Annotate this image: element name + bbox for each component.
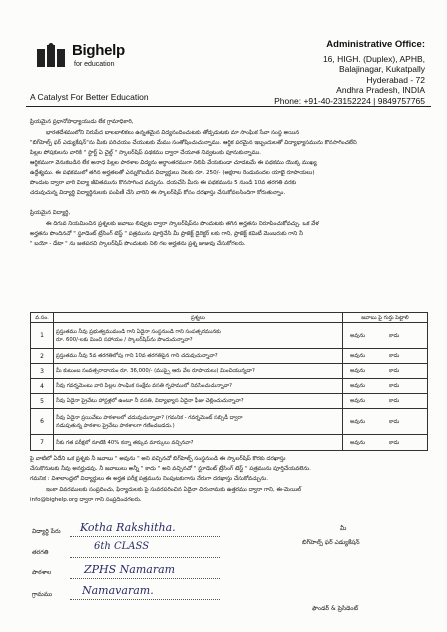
office-phone: Phone: +91-40-23152224 | 9849757765 (274, 95, 425, 106)
village-line (70, 599, 220, 600)
eligibility-table (30, 312, 428, 451)
class-label: తరగతి (32, 549, 49, 556)
class-line (70, 557, 220, 558)
answer-cell[interactable] (343, 364, 428, 379)
office-line: Hyderabad - 72 (366, 74, 425, 85)
answer-cell[interactable] (343, 409, 428, 435)
office-address (274, 40, 425, 106)
brand-tagline: A Catalyst For Better Education (30, 92, 149, 102)
answer-yes[interactable]: అవును (350, 439, 366, 446)
row-number: 1 (31, 323, 54, 349)
letter1-line: "బిగ్‌హెల్ప్ ఫర్ ఎడ్యుకేషన్"ను మీకు పరిచయం చేయుటకు మేము సంతోషించుచున్నాము. ఆర్థిక పరమైన ఇబ్బందులతో విద్యాభ్యాసమును కొనసాగించలేని (30, 140, 357, 146)
answer-no[interactable]: కాదు (389, 383, 400, 389)
answer-yes[interactable]: అవును (350, 398, 366, 404)
footer-line: info@bighelp.org ద్వారా గాని సంప్రదించగలరు. (30, 497, 142, 503)
question-text: నడుపుతున్న పాఠశాల ప్రైవేటు పాఠశాలగా గణించబడదు.) (56, 422, 175, 429)
question-cell (54, 379, 343, 394)
letter2-greeting: ప్రియమైన విద్యార్థి, (30, 210, 71, 216)
office-line: Balajinagar, Kukatpally (338, 64, 425, 74)
letter1-line: ఉద్దేశ్యము. ఈ పథకములో తగిన అర్హతలతో ఎన్నుకొబడిన విద్యార్థులు నెలకు రూ. 250/- (అక్షరాల రెండువందల యాభై రూపాయలు) (30, 170, 315, 176)
office-title: Administrative Office: (326, 39, 425, 50)
row-number: 3 (31, 364, 54, 379)
answer-yes[interactable]: అవును (350, 383, 366, 389)
class-field[interactable]: 6th CLASS (94, 541, 150, 552)
letter2-line: ఈ దిగువ నియమించిన ప్రశ్నలకు జవాబు లివ్వుట ద్వారా స్కాలర్‌షిప్‌ను పొందుటకు తగిన అర్హతను నిరూపించుకోవచ్చు. ఒక వేళ (46, 221, 319, 227)
village-field[interactable]: Namavaram. (82, 584, 154, 597)
letter2-line: అర్హతను పొందినచో " స్టూడెంట్ ట్రేసింగ్ టెస్ట్ " పత్రమును పూర్తిచేసి మీ ప్రాజెక్ట్ డైరెక్టర్ లకు గాని, ప్రాజెక్ట్ కమిటీ మెంబరుకు గాని నీ (30, 231, 303, 237)
table-row (31, 349, 428, 364)
answer-yes[interactable]: అవును (350, 368, 366, 374)
signatory-title: ఫౌండర్ & ప్రెసిడెంట్ (312, 605, 359, 612)
question-text: ప్రస్తుతము నీవు ప్రభుత్వముమండి గాని ఏదైనా సంస్థనుండి గాని సంపత్సరమునకు (56, 328, 221, 335)
footer-line: ఇంకా వివరములకు సంప్రదించు, ఫిర్యాదులకు పై సువరపరించిన ఏదైనా చిరునామకు ఉత్తరము ద్వారా గాని, ఈ-మెయిల్ (46, 487, 302, 493)
answer-cell[interactable] (343, 379, 428, 394)
question-text: నీవు గవర్నమెంటు వారి పిల్లల సాంఘిక సంక్షేమ వసతి గృహములో నివసించుచున్నావా? (56, 383, 232, 389)
footer-line: పై వాటిలో ఏదేని ఒక ప్రశ్నకు నీ జవాబు " అవును " అని వచ్చినచో బిగ్‌హెల్ప్ సంస్థనుండి ఈ స్కాలర్‌షిప్ కొరకు దరఖాస్తు (30, 456, 286, 462)
answer-no[interactable]: కాదు (389, 368, 400, 374)
answer-no[interactable]: కాదు (389, 353, 400, 359)
school-label: పాఠశాల (32, 569, 52, 576)
letter1-greeting: ప్రియమైన ప్రధానోపాధ్యాయుడు లేక గ్రామాధికారి, (30, 119, 134, 125)
student-name-field[interactable]: Kotha Rakshitha. (80, 521, 176, 534)
table-header-row (31, 313, 428, 323)
answer-no[interactable]: కాదు (389, 398, 400, 404)
column-header: వ.సం. (31, 313, 54, 323)
question-cell (54, 409, 343, 435)
answer-yes[interactable]: అవును (350, 418, 366, 425)
closing-text: మీ (340, 525, 347, 532)
column-header: జవాబు పై గుర్తు పెట్టాలి (343, 313, 428, 323)
answer-no[interactable]: కాదు (389, 439, 400, 446)
question-cell (54, 435, 343, 451)
question-cell (54, 349, 343, 364)
answer-no[interactable]: కాదు (389, 332, 400, 339)
header-divider (26, 106, 431, 107)
question-text: నీవు ఏదైనా ప్రయివేటు పాఠశాలలో చదువుచున్నావా? (గమనిక - గవర్నమెంట్ సబ్సిడీ ద్వారా (56, 414, 243, 421)
row-number: 5 (31, 394, 54, 409)
answer-yes[interactable]: అవును (350, 353, 366, 359)
letter2-line: " బయో - డేటా " ను జతపరచి స్కాలర్‌షిప్ పొందుటకు నిలి గల అర్హతను ప్రశ్న జుజువు చేసుకోగలరు. (30, 241, 246, 247)
question-text: నీకు గత పరీక్షలో నూటికి 40% కన్నా తక్కువ మార్కులు వచ్చినవా? (56, 439, 194, 446)
footer-note: గమనిక : విశాలాంధ్రలో విద్యార్థులు ఈ అర్హత పరీక్ష పత్రమును నింపుటకుగాను నేరుగా దరఖాస్తు చేసుకోవచ్చును. (30, 476, 268, 482)
student-name-line (70, 536, 220, 537)
answer-yes[interactable]: అవును (350, 332, 366, 339)
row-number: 7 (31, 435, 54, 451)
school-field[interactable]: ZPHS Namaram (84, 563, 176, 576)
letter1-line: ఆర్థికముగా వెనుకబడిన లేక అనాధ పిల్లల పాఠశాల విద్యను అర్థాంతరముగా నిలిపి వేయకుండా చూడటమే ఈ పథకము యొక్క ముఖ్య (30, 160, 317, 166)
letter1-line: పిల్లల పోషకులను వారికి " స్టార్ట్ ఏ చైల్డ్ " స్కాలర్‌షిప్ పథకము ద్వారా చేయూత నివ్వటంకు పూనుకున్నాము. (30, 150, 262, 156)
question-cell (54, 394, 343, 409)
question-text: ప్రస్తుతము నీవు 5వ తరగతిలోపు గాని 10వ తరగతిపైన గాని చదువుచున్నావా? (56, 353, 218, 359)
question-text: రూ. 600/-లకు మించి సహాయం / స్కాలర్‌షిప్‌ను పొందుచున్నావా? (56, 336, 193, 343)
office-line: 16, HIGH. (Duplex), APHB, (322, 53, 425, 64)
answer-no[interactable]: కాదు (389, 418, 400, 425)
bighelp-logo-icon (36, 43, 66, 69)
row-number: 6 (31, 409, 54, 435)
answer-cell[interactable] (343, 394, 428, 409)
question-text: నీవు ఏదైనా ప్రైవేటు హాస్టళ్లలో ఉంటూ నీ వసతి, విద్యాభ్యాస ఏదైనా ఫీజు చెల్లించుచున్నావా? (56, 398, 244, 404)
answer-cell[interactable] (343, 349, 428, 364)
table-row (31, 323, 428, 349)
student-name-label: విద్యార్థి పేరు (32, 528, 61, 535)
organization-name: బిగ్‌హెల్ప్ ఫర్ ఎడ్యుకేషన్ (302, 539, 360, 546)
column-header: ప్రశ్నలు (54, 313, 343, 323)
table-row (31, 364, 428, 379)
village-label: గ్రామము (32, 591, 53, 598)
letter1-line: పొందుట ద్వారా వారి విద్యా జీవితమును కొనసాగించ వచ్చును. దయచేసి మీరు ఈ పథకమును 5 నుండి 10వ తరగతి వరకు (30, 180, 297, 186)
row-number: 4 (31, 379, 54, 394)
table-row (31, 409, 428, 435)
letter1-line: భారతదేశములోని నిరుపేద బాలబాలికలు ఉన్నతమైన విద్యనందించుటకు తోడ్పడుటకు మా సాంఘిక సేవా సంస్థ అయిన (46, 130, 300, 136)
office-line: Andhra Pradesh, INDIA (336, 85, 425, 95)
brand-name: Bighelp (72, 42, 125, 59)
brand-subtitle: for education (74, 61, 115, 68)
footer-line: చేసుకొనుటకు నీవు అనర్హుడవు. నీ జవాబులు అన్నీ " కాదు " అని వచ్చినచో " స్టూడెంట్ ట్రేసింగ్ టెస్ట్ " పత్రమును పూర్తిచేయవలెను. (30, 466, 311, 472)
question-cell (54, 364, 343, 379)
answer-cell[interactable] (343, 435, 428, 451)
question-text: మీ కుటుంబ సంవత్సరాదాయం రూ. 36,000/- (ముప్పై ఆరు వేల రూపాయలు) మించియున్నదా? (56, 368, 255, 374)
question-cell (54, 323, 343, 349)
table-row (31, 435, 428, 451)
answer-cell[interactable] (343, 323, 428, 349)
table-row (31, 394, 428, 409)
table-row (31, 379, 428, 394)
school-line (70, 578, 220, 579)
letter1-line: చదువుచున్న విద్యార్థి విద్యార్థినులకు పంపిణీ చేసి వారిని ఈ స్కాలర్‌షిప్ కోసం దరఖాస్తు చేసుకోవలసిందిగా కోరుతున్నాం. (30, 190, 286, 196)
row-number: 2 (31, 349, 54, 364)
